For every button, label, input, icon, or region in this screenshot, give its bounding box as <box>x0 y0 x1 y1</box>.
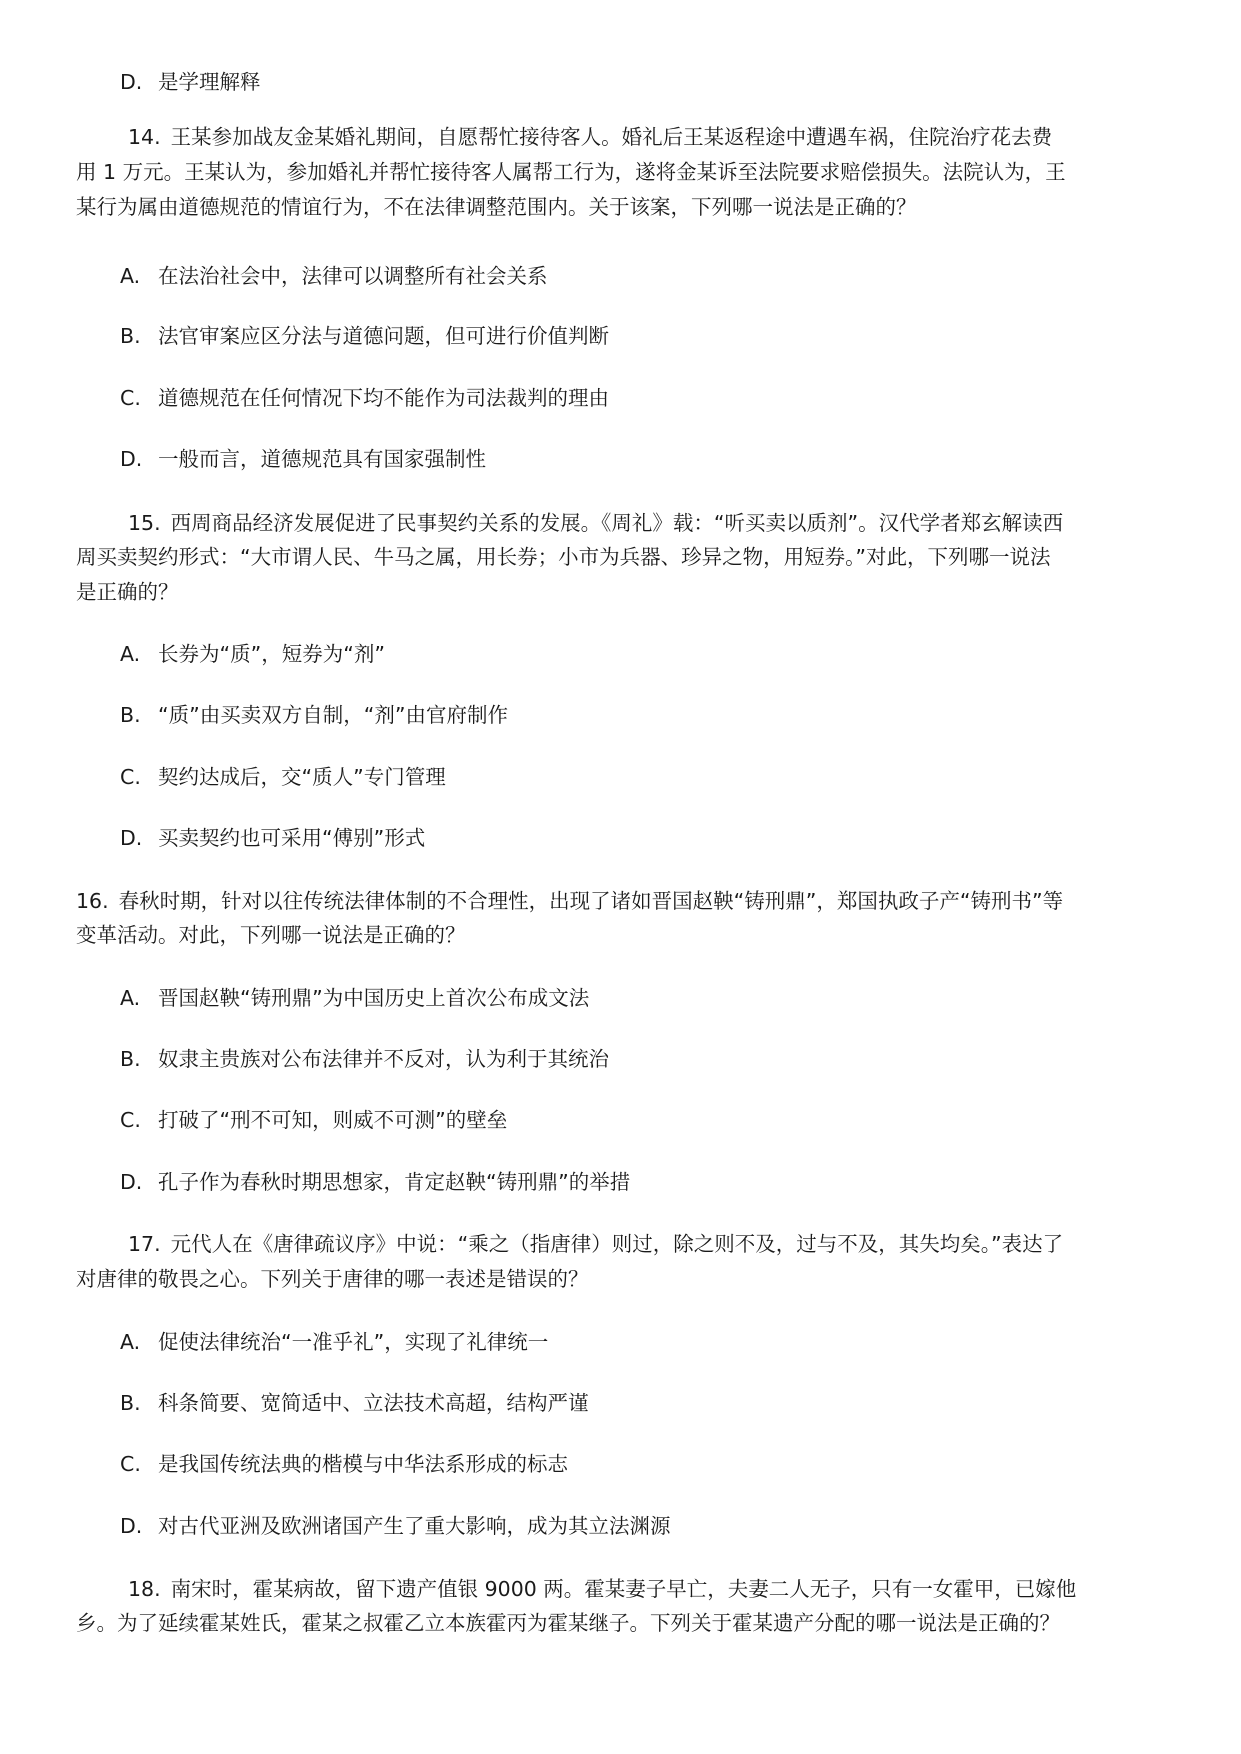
option-text: 是学理解释 <box>158 70 261 94</box>
q14-option-c <box>120 384 609 412</box>
option-label: C. <box>120 765 141 789</box>
option-text: “质”由买卖双方自制，“剂”由官府制作 <box>158 703 508 727</box>
q16-option-b <box>120 1045 609 1073</box>
q17-option-a <box>120 1328 548 1356</box>
q15-option-c <box>120 763 446 791</box>
question-number: 14. <box>128 125 161 149</box>
option-label: D. <box>120 1170 143 1194</box>
option-text: 契约达成后，交“质人”专门管理 <box>158 765 446 789</box>
q13-option-d <box>120 68 261 96</box>
option-text: 买卖契约也可采用“傅别”形式 <box>158 826 426 850</box>
option-label: A. <box>120 1330 141 1354</box>
q16-option-a <box>120 984 589 1012</box>
q17-stem-line-1 <box>128 1230 1063 1258</box>
q17-option-b <box>120 1389 589 1417</box>
option-label: D. <box>120 826 143 850</box>
option-text: 科条简要、宽简适中、立法技术高超，结构严谨 <box>158 1391 589 1415</box>
question-number: 15. <box>128 511 161 535</box>
option-label: C. <box>120 1108 141 1132</box>
q16-stem-line-2: 变革活动。对此，下列哪一说法是正确的？ <box>76 923 466 947</box>
q18-stem-line-2: 乡。为了延续霍某姓氏，霍某之叔霍乙立本族霍丙为霍某继子。下列关于霍某遗产分配的哪一说法是正确的？ <box>76 1611 1060 1635</box>
option-label: D. <box>120 1514 143 1538</box>
option-text: 在法治社会中，法律可以调整所有社会关系 <box>158 264 548 288</box>
question-number: 16. <box>76 889 109 913</box>
q15-stem-line-2: 周买卖契约形式：“大市谓人民、牛马之属，用长券；小市为兵器、珍异之物，用短券。”对此，下列哪一说法 <box>76 545 1051 569</box>
stem-text: 春秋时期，针对以往传统法律体制的不合理性，出现了诸如晋国赵鞅“铸刑鼎”，郑国执政子产“铸刑书”等 <box>118 889 1064 913</box>
q14-stem-line-3: 某行为属由道德规范的情谊行为，不在法律调整范围内。关于该案，下列哪一说法是正确的？ <box>76 195 917 219</box>
option-label: B. <box>120 1391 141 1415</box>
option-label: A. <box>120 986 141 1010</box>
q18-stem-line-1 <box>128 1575 1076 1603</box>
option-label: C. <box>120 386 141 410</box>
q17-option-c <box>120 1450 568 1478</box>
q16-stem-line-1 <box>76 887 1063 915</box>
q14-stem-line-2: 用 1 万元。王某认为，参加婚礼并帮忙接待客人属帮工行为，遂将金某诉至法院要求赔偿损失。法院认为，王 <box>76 160 1066 184</box>
question-number: 17. <box>128 1232 161 1256</box>
option-label: D. <box>120 447 143 471</box>
q17-option-d <box>120 1512 671 1540</box>
q16-option-c <box>120 1106 507 1134</box>
option-text: 晋国赵鞅“铸刑鼎”为中国历史上首次公布成文法 <box>158 986 590 1010</box>
q16-option-d <box>120 1168 630 1196</box>
q15-option-b <box>120 701 508 729</box>
q14-stem-line-1 <box>128 123 1052 151</box>
option-label: B. <box>120 703 141 727</box>
option-label: A. <box>120 642 141 666</box>
option-text: 奴隶主贵族对公布法律并不反对，认为利于其统治 <box>158 1047 609 1071</box>
q17-stem-line-2: 对唐律的敬畏之心。下列关于唐律的哪一表述是错误的？ <box>76 1267 589 1291</box>
option-text: 道德规范在任何情况下均不能作为司法裁判的理由 <box>158 386 609 410</box>
q15-stem-line-3: 是正确的？ <box>76 580 179 604</box>
q14-option-d <box>120 445 486 473</box>
option-text: 是我国传统法典的楷模与中华法系形成的标志 <box>158 1452 568 1476</box>
q15-stem-line-1 <box>128 509 1063 537</box>
option-text: 孔子作为春秋时期思想家，肯定赵鞅“铸刑鼎”的举措 <box>158 1170 631 1194</box>
option-text: 对古代亚洲及欧洲诸国产生了重大影响，成为其立法渊源 <box>158 1514 671 1538</box>
option-label: B. <box>120 324 141 348</box>
option-label: B. <box>120 1047 141 1071</box>
option-label: C. <box>120 1452 141 1476</box>
option-text: 法官审案应区分法与道德问题，但可进行价值判断 <box>158 324 609 348</box>
stem-text: 王某参加战友金某婚礼期间，自愿帮忙接待客人。婚礼后王某返程途中遭遇车祸，住院治疗花去费 <box>170 125 1053 149</box>
stem-text: 南宋时，霍某病故，留下遗产值银 9000 两。霍某妻子早亡，夫妻二人无子，只有一女霍甲，已嫁他 <box>170 1577 1077 1601</box>
stem-text: 西周商品经济发展促进了民事契约关系的发展。《周礼》载：“听买卖以质剂”。汉代学者郑玄解读西 <box>170 511 1064 535</box>
option-label: A. <box>120 264 141 288</box>
question-number: 18. <box>128 1577 161 1601</box>
q15-option-a <box>120 640 385 668</box>
option-text: 长券为“质”，短券为“剂” <box>158 642 385 666</box>
q15-option-d <box>120 824 425 852</box>
q14-option-b <box>120 322 609 350</box>
option-label: D. <box>120 70 143 94</box>
q14-option-a <box>120 262 548 290</box>
option-text: 一般而言，道德规范具有国家强制性 <box>158 447 486 471</box>
option-text: 促使法律统治“一准乎礼”，实现了礼律统一 <box>158 1330 549 1354</box>
stem-text: 元代人在《唐律疏议序》中说：“乘之（指唐律）则过，除之则不及，过与不及，其失均矣。”表达了 <box>170 1232 1064 1256</box>
option-text: 打破了“刑不可知，则威不可测”的壁垒 <box>158 1108 508 1132</box>
